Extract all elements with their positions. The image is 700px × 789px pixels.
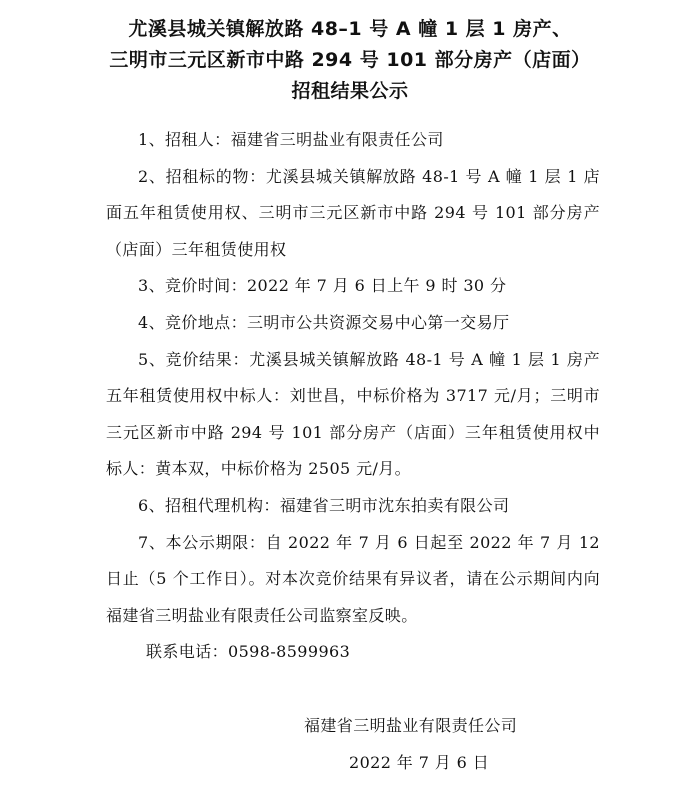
signature-date: 2022 年 7 月 6 日 (349, 753, 490, 772)
contact-phone: 联系电话：0598-8599963 (146, 642, 351, 662)
item-subject: 2、招租标的物：尤溪县城关镇解放路 48-1 号 A 幢 1 层 1 店面五年租赁使用权、三明市三元区新市中路 294 号 101 部分房产（店面）三年租赁使用权 (106, 166, 600, 259)
item-bid-location: 4、竞价地点：三明市公共资源交易中心第一交易厅 (138, 312, 510, 332)
item-notice-period: 7、本公示期限：自 2022 年 7 月 6 日起至 2022 年 7 月 12 日止（5 个工作日）。对本次竞价结果有异议者，请在公示期间内向福建省三明盐业有限责任公司监察室反映。 (106, 532, 600, 625)
document-body (106, 122, 600, 671)
title-line-3: 招租结果公示 (291, 80, 409, 102)
item-agency: 6、招租代理机构：福建省三明市沈东拍卖有限公司 (138, 495, 510, 515)
item-bid-time: 3、竞价时间：2022 年 7 月 6 日上午 9 时 30 分 (138, 276, 507, 296)
item-bid-result: 5、竞价结果：尤溪县城关镇解放路 48-1 号 A 幢 1 层 1 房产五年租赁使用权中标人：刘世昌，中标价格为 3717 元/月；三明市三元区新市中路 294 号 101 部分房产（店面）三年租赁使用权中标人：黄本双，中标价格为 2505 元/月。 (106, 349, 600, 479)
title-line-1: 尤溪县城关镇解放路 48–1 号 A 幢 1 层 1 房产、 (128, 18, 572, 40)
document-title (0, 14, 700, 107)
title-line-2: 三明市三元区新市中路 294 号 101 部分房产（店面） (109, 49, 591, 71)
item-lessor: 1、招租人：福建省三明盐业有限责任公司 (138, 130, 444, 149)
signature-organization: 福建省三明盐业有限责任公司 (304, 716, 518, 735)
